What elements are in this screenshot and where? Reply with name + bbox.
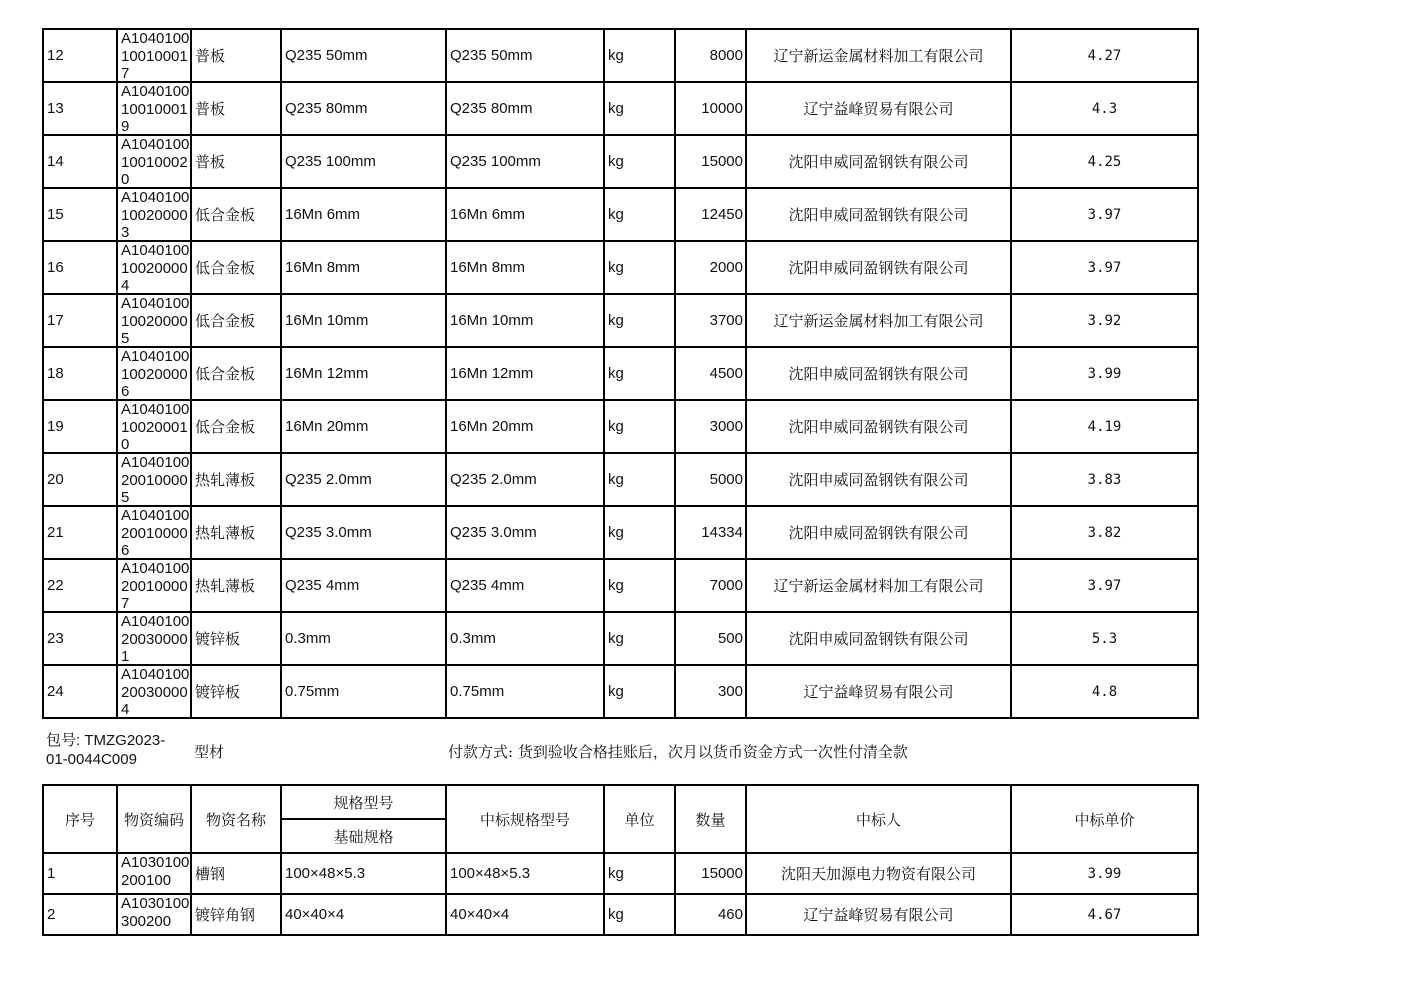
row-unit: kg <box>604 506 675 559</box>
row-unit: kg <box>604 559 675 612</box>
row-bid-spec: 16Mn 8mm <box>446 241 604 294</box>
row-bid-spec: 0.3mm <box>446 612 604 665</box>
row-unit: kg <box>604 82 675 135</box>
row-winner: 沈阳天加源电力物资有限公司 <box>746 853 1011 894</box>
row-spec: 16Mn 20mm <box>281 400 446 453</box>
row-seq: 19 <box>43 400 117 453</box>
table-row <box>43 853 1198 894</box>
row-code <box>117 29 191 82</box>
row-unit: kg <box>604 853 675 894</box>
row-winner: 辽宁益峰贸易有限公司 <box>746 665 1011 718</box>
row-price: 4.25 <box>1011 135 1198 188</box>
row-winner: 沈阳申威同盈钢铁有限公司 <box>746 506 1011 559</box>
row-code <box>117 82 191 135</box>
row-winner: 辽宁新运金属材料加工有限公司 <box>746 294 1011 347</box>
row-seq: 20 <box>43 453 117 506</box>
row-qty: 4500 <box>675 347 746 400</box>
row-qty: 8000 <box>675 29 746 82</box>
row-spec: Q235 100mm <box>281 135 446 188</box>
row-code <box>117 453 191 506</box>
row-unit: kg <box>604 453 675 506</box>
table-row <box>43 294 1198 347</box>
row-spec: Q235 50mm <box>281 29 446 82</box>
row-price: 4.67 <box>1011 894 1198 935</box>
row-price: 4.19 <box>1011 400 1198 453</box>
row-qty: 15000 <box>675 853 746 894</box>
row-bid-spec: 16Mn 20mm <box>446 400 604 453</box>
row-qty: 15000 <box>675 135 746 188</box>
row-qty: 12450 <box>675 188 746 241</box>
row-name: 热轧薄板 <box>191 559 281 612</box>
row-name: 热轧薄板 <box>191 506 281 559</box>
row-code <box>117 612 191 665</box>
award-table-profiles <box>42 784 1199 936</box>
header-qty: 数量 <box>675 785 746 853</box>
row-spec: 16Mn 12mm <box>281 347 446 400</box>
row-seq: 18 <box>43 347 117 400</box>
row-name: 普板 <box>191 29 281 82</box>
row-code-text: A1040100200100006 <box>121 507 190 556</box>
row-spec: 40×40×4 <box>281 894 446 935</box>
row-qty: 3000 <box>675 400 746 453</box>
row-spec: Q235 2.0mm <box>281 453 446 506</box>
row-spec: 16Mn 6mm <box>281 188 446 241</box>
row-price: 3.92 <box>1011 294 1198 347</box>
row-bid-spec: 16Mn 12mm <box>446 347 604 400</box>
payment-terms: 付款方式: 货到验收合格挂账后，次月以货币资金方式一次性付清全款 <box>448 743 908 761</box>
row-code-text: A1040100100100019 <box>121 83 190 132</box>
row-code <box>117 665 191 718</box>
row-winner: 辽宁新运金属材料加工有限公司 <box>746 559 1011 612</box>
row-seq: 23 <box>43 612 117 665</box>
table-row <box>43 135 1198 188</box>
row-spec: 16Mn 10mm <box>281 294 446 347</box>
row-seq: 14 <box>43 135 117 188</box>
row-code-text: A1040100200300004 <box>121 666 190 715</box>
row-price: 5.3 <box>1011 612 1198 665</box>
row-name: 低合金板 <box>191 400 281 453</box>
row-unit: kg <box>604 665 675 718</box>
row-qty: 3700 <box>675 294 746 347</box>
row-qty: 14334 <box>675 506 746 559</box>
row-bid-spec: 16Mn 10mm <box>446 294 604 347</box>
row-price: 3.82 <box>1011 506 1198 559</box>
row-unit: kg <box>604 347 675 400</box>
row-unit: kg <box>604 894 675 935</box>
row-name: 普板 <box>191 135 281 188</box>
award-table-plates <box>42 28 1199 719</box>
header-spec-group: 规格型号 <box>281 785 446 819</box>
table-row <box>43 400 1198 453</box>
row-qty: 10000 <box>675 82 746 135</box>
row-name: 普板 <box>191 82 281 135</box>
row-winner: 沈阳申威同盈钢铁有限公司 <box>746 612 1011 665</box>
row-spec: 16Mn 8mm <box>281 241 446 294</box>
row-name: 低合金板 <box>191 188 281 241</box>
row-name: 低合金板 <box>191 241 281 294</box>
row-name: 低合金板 <box>191 294 281 347</box>
row-qty: 7000 <box>675 559 746 612</box>
package-number: 包号: TMZG2023-01-0044C009 <box>46 732 166 768</box>
row-spec: Q235 3.0mm <box>281 506 446 559</box>
row-qty: 460 <box>675 894 746 935</box>
row-seq: 21 <box>43 506 117 559</box>
row-code <box>117 894 191 935</box>
row-code-text: A1030100300200 <box>121 895 190 930</box>
table-row <box>43 29 1198 82</box>
row-winner: 沈阳申威同盈钢铁有限公司 <box>746 135 1011 188</box>
row-winner: 沈阳申威同盈钢铁有限公司 <box>746 400 1011 453</box>
table-row <box>43 453 1198 506</box>
table-row <box>43 82 1198 135</box>
row-seq: 22 <box>43 559 117 612</box>
row-winner: 辽宁益峰贸易有限公司 <box>746 82 1011 135</box>
header-name: 物资名称 <box>191 785 281 853</box>
row-unit: kg <box>604 612 675 665</box>
row-bid-spec: 40×40×4 <box>446 894 604 935</box>
table-row <box>43 506 1198 559</box>
row-bid-spec: Q235 3.0mm <box>446 506 604 559</box>
header-code: 物资编码 <box>117 785 191 853</box>
header-bid-spec: 中标规格型号 <box>446 785 604 853</box>
row-price: 4.3 <box>1011 82 1198 135</box>
row-bid-spec: Q235 50mm <box>446 29 604 82</box>
row-unit: kg <box>604 135 675 188</box>
row-code-text: A1040100100100020 <box>121 136 190 185</box>
row-winner: 辽宁新运金属材料加工有限公司 <box>746 29 1011 82</box>
row-price: 4.27 <box>1011 29 1198 82</box>
row-unit: kg <box>604 400 675 453</box>
row-qty: 300 <box>675 665 746 718</box>
header-winner: 中标人 <box>746 785 1011 853</box>
row-code-text: A1030100200100 <box>121 854 190 889</box>
table-row <box>43 241 1198 294</box>
row-code <box>117 241 191 294</box>
row-name: 镀锌板 <box>191 665 281 718</box>
row-price: 3.97 <box>1011 559 1198 612</box>
row-spec: Q235 4mm <box>281 559 446 612</box>
table-row <box>43 665 1198 718</box>
row-price: 3.97 <box>1011 241 1198 294</box>
row-code-text: A1040100100200010 <box>121 401 190 450</box>
row-seq: 13 <box>43 82 117 135</box>
row-seq: 12 <box>43 29 117 82</box>
row-code-text: A1040100100200006 <box>121 348 190 397</box>
row-name: 槽钢 <box>191 853 281 894</box>
row-price: 3.97 <box>1011 188 1198 241</box>
row-code <box>117 559 191 612</box>
row-seq: 17 <box>43 294 117 347</box>
row-code-text: A1040100200300001 <box>121 613 190 662</box>
header-unit: 单位 <box>604 785 675 853</box>
row-bid-spec: 16Mn 6mm <box>446 188 604 241</box>
row-seq: 16 <box>43 241 117 294</box>
row-price: 3.83 <box>1011 453 1198 506</box>
row-code-text: A1040100100200003 <box>121 189 190 238</box>
row-code-text: A1040100200100005 <box>121 454 190 503</box>
row-price: 3.99 <box>1011 347 1198 400</box>
row-name: 热轧薄板 <box>191 453 281 506</box>
row-spec: Q235 80mm <box>281 82 446 135</box>
row-code <box>117 188 191 241</box>
row-unit: kg <box>604 241 675 294</box>
row-code <box>117 853 191 894</box>
row-code-text: A1040100100200004 <box>121 242 190 291</box>
row-code-text: A1040100100100017 <box>121 30 190 79</box>
row-spec: 0.3mm <box>281 612 446 665</box>
row-unit: kg <box>604 29 675 82</box>
row-spec: 100×48×5.3 <box>281 853 446 894</box>
header-spec-base: 基础规格 <box>281 819 446 853</box>
row-name: 镀锌板 <box>191 612 281 665</box>
row-qty: 500 <box>675 612 746 665</box>
row-code-text: A1040100100200005 <box>121 295 190 344</box>
row-code <box>117 294 191 347</box>
table-row <box>43 188 1198 241</box>
table-row <box>43 347 1198 400</box>
row-seq: 2 <box>43 894 117 935</box>
row-qty: 5000 <box>675 453 746 506</box>
row-code-text: A1040100200100007 <box>121 560 190 609</box>
row-code <box>117 506 191 559</box>
row-qty: 2000 <box>675 241 746 294</box>
row-bid-spec: Q235 2.0mm <box>446 453 604 506</box>
row-price: 4.8 <box>1011 665 1198 718</box>
table-row <box>43 894 1198 935</box>
row-winner: 沈阳申威同盈钢铁有限公司 <box>746 347 1011 400</box>
row-bid-spec: Q235 100mm <box>446 135 604 188</box>
row-bid-spec: 100×48×5.3 <box>446 853 604 894</box>
row-unit: kg <box>604 294 675 347</box>
row-price: 3.99 <box>1011 853 1198 894</box>
package-category: 型材 <box>194 743 225 761</box>
table-row <box>43 559 1198 612</box>
header-seq: 序号 <box>43 785 117 853</box>
row-unit: kg <box>604 188 675 241</box>
row-bid-spec: 0.75mm <box>446 665 604 718</box>
row-name: 镀锌角钢 <box>191 894 281 935</box>
row-bid-spec: Q235 80mm <box>446 82 604 135</box>
header-price: 中标单价 <box>1011 785 1198 853</box>
row-winner: 沈阳申威同盈钢铁有限公司 <box>746 188 1011 241</box>
table-row <box>43 612 1198 665</box>
row-winner: 辽宁益峰贸易有限公司 <box>746 894 1011 935</box>
row-code <box>117 347 191 400</box>
row-winner: 沈阳申威同盈钢铁有限公司 <box>746 241 1011 294</box>
row-seq: 15 <box>43 188 117 241</box>
row-bid-spec: Q235 4mm <box>446 559 604 612</box>
row-code <box>117 135 191 188</box>
row-seq: 1 <box>43 853 117 894</box>
row-code <box>117 400 191 453</box>
row-seq: 24 <box>43 665 117 718</box>
row-winner: 沈阳申威同盈钢铁有限公司 <box>746 453 1011 506</box>
row-name: 低合金板 <box>191 347 281 400</box>
row-spec: 0.75mm <box>281 665 446 718</box>
